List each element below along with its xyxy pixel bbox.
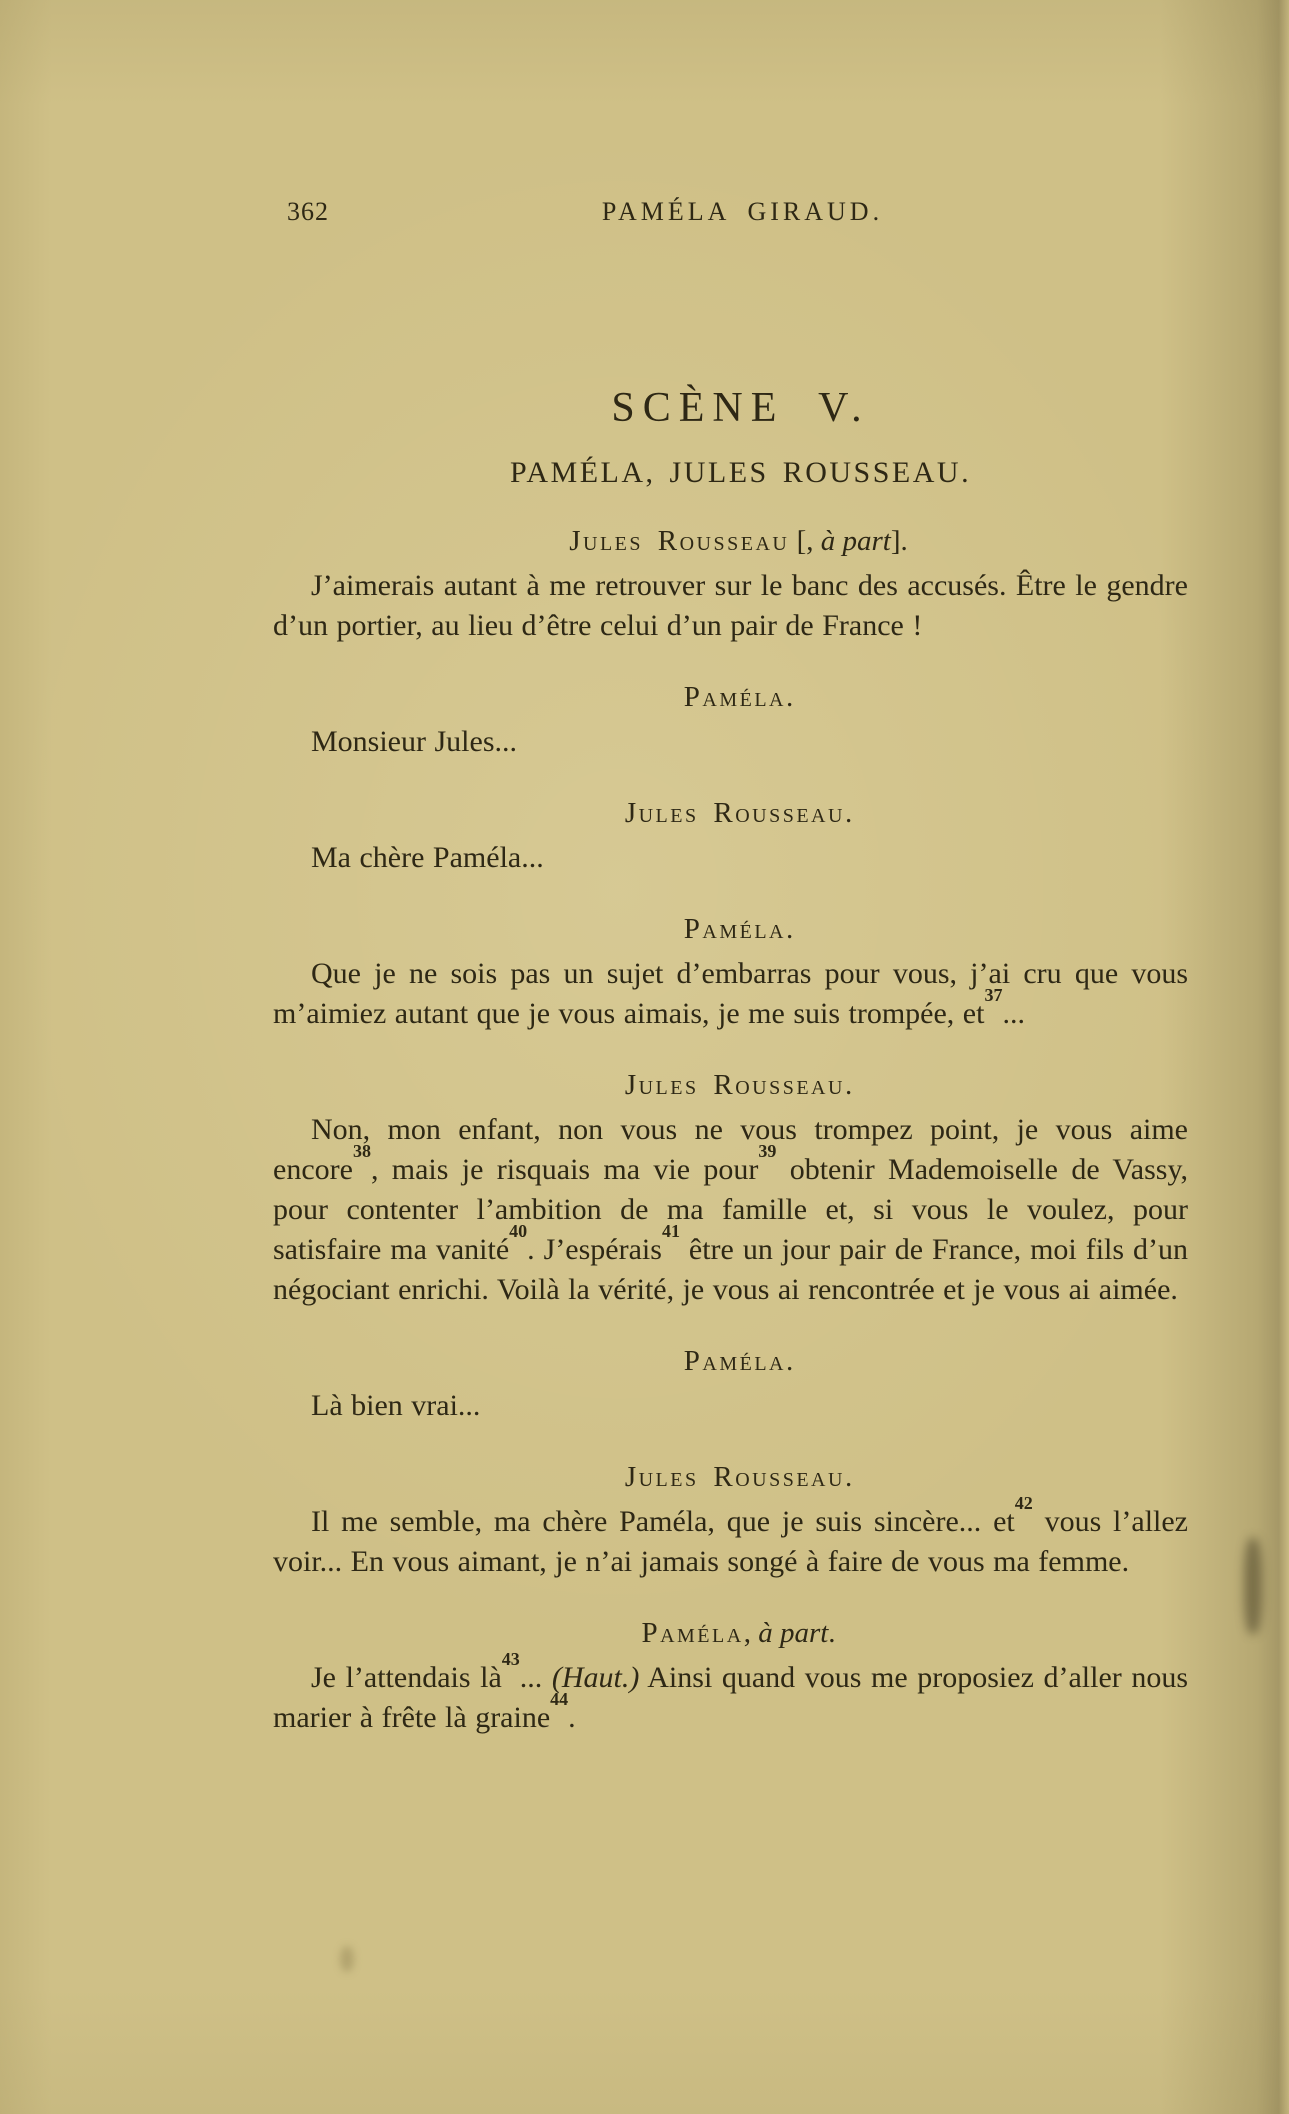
scan-smudge-right-edge [1244,1538,1262,1634]
speaker-name: Jules Rousseau [624,1069,845,1101]
speaker-name: Jules Rousseau [624,797,845,829]
footnote-reference: 40 [509,1221,528,1241]
page-number: 362 [287,197,329,226]
speech-paragraph: Il me semble, ma chère Paméla, que je suis sincère... $et^{42}$ vous l’allez voir... En vous aimant, je n’ai jamais songé à faire de vous ma femme. [273,1493,1188,1578]
speech-paragraph: Je l’attendais $là^{43}$... (Haut.) Ainsi quand vous me proposiez d’aller nous marier à frête là graine$^{44}$. [273,1649,1189,1734]
speaker-name: Paméla [641,1617,744,1649]
footnote-reference: 39 [758,1141,777,1161]
text-column [273,0,1188,1738]
scan-smudge-bottom [340,1946,354,1972]
speaker-name: Paméla [683,913,786,945]
dialogue-container [273,524,1188,1738]
speaker-heading: Paméla, à part. [641,1617,836,1649]
speaker-heading: Jules Rousseau [, à part]. [569,525,908,557]
speaker-name: Paméla [683,1345,786,1377]
footnote-reference: 38 [352,1141,371,1161]
footnote-reference: 42 [1014,1493,1033,1513]
speaker-heading: Paméla. [683,1345,794,1377]
speaker-name: Paméla [683,681,786,713]
stage-direction: à part [820,525,891,557]
running-title: PAMÉLA GIRAUD. [601,197,884,226]
speaker-heading: Jules Rousseau. [624,1069,853,1101]
speaker-heading: Paméla. [683,681,794,713]
speech-paragraph: Que je ne sois pas un sujet d’embarras pour vous, j’ai cru que vous m’aimiez autant que je vous aimais, je me suis trompée, $et^{37}$... [273,957,1188,1030]
speech-paragraph: Ma chère Paméla... [311,841,544,874]
speech-paragraph: J’aimerais autant à me retrouver sur le banc des accusés. Être le gendre d’un portier, au lieu d’être celui d’un pair de France ! [273,569,1188,642]
scene-characters-line: PAMÉLA, JULES ROUSSEAU. [509,456,972,489]
footnote-reference: 37 [984,985,1003,1005]
speaker-heading: Jules Rousseau. [624,1461,853,1493]
footnote-reference: 41 [661,1221,680,1241]
speech-paragraph: Là bien vrai... [311,1389,481,1422]
speaker-name: Jules Rousseau [624,1461,845,1493]
speaker-heading: Jules Rousseau. [624,797,853,829]
footnote-reference: 44 [550,1689,569,1709]
stage-direction: (Haut.) [551,1661,640,1694]
scene-heading: SCÈNE V. [611,385,870,431]
speech-paragraph: Monsieur Jules... [311,725,517,758]
stage-direction: à part [758,1617,829,1649]
speaker-name: Jules Rousseau [569,525,790,557]
speech-paragraph: Non, mon enfant, non vous ne vous trompez point, je vous aime encore$^{38}$, mais je risquais ma vie pour$^{39}$ obtenir Mademoiselle de Vassy, pour contenter l’ambition de ma famille et, si vous le voulez, pour satisfaire ma vanité$^{40}$. J’espérais$^{41}$ être un jour pair de France, moi fils d’un négociant enrichi. Voilà la vérité, je vous ai rencontrée et je vous ai aimée. [273,1113,1188,1306]
footnote-reference: 43 [501,1649,520,1669]
speaker-heading: Paméla. [683,913,794,945]
running-header [273,196,1188,228]
